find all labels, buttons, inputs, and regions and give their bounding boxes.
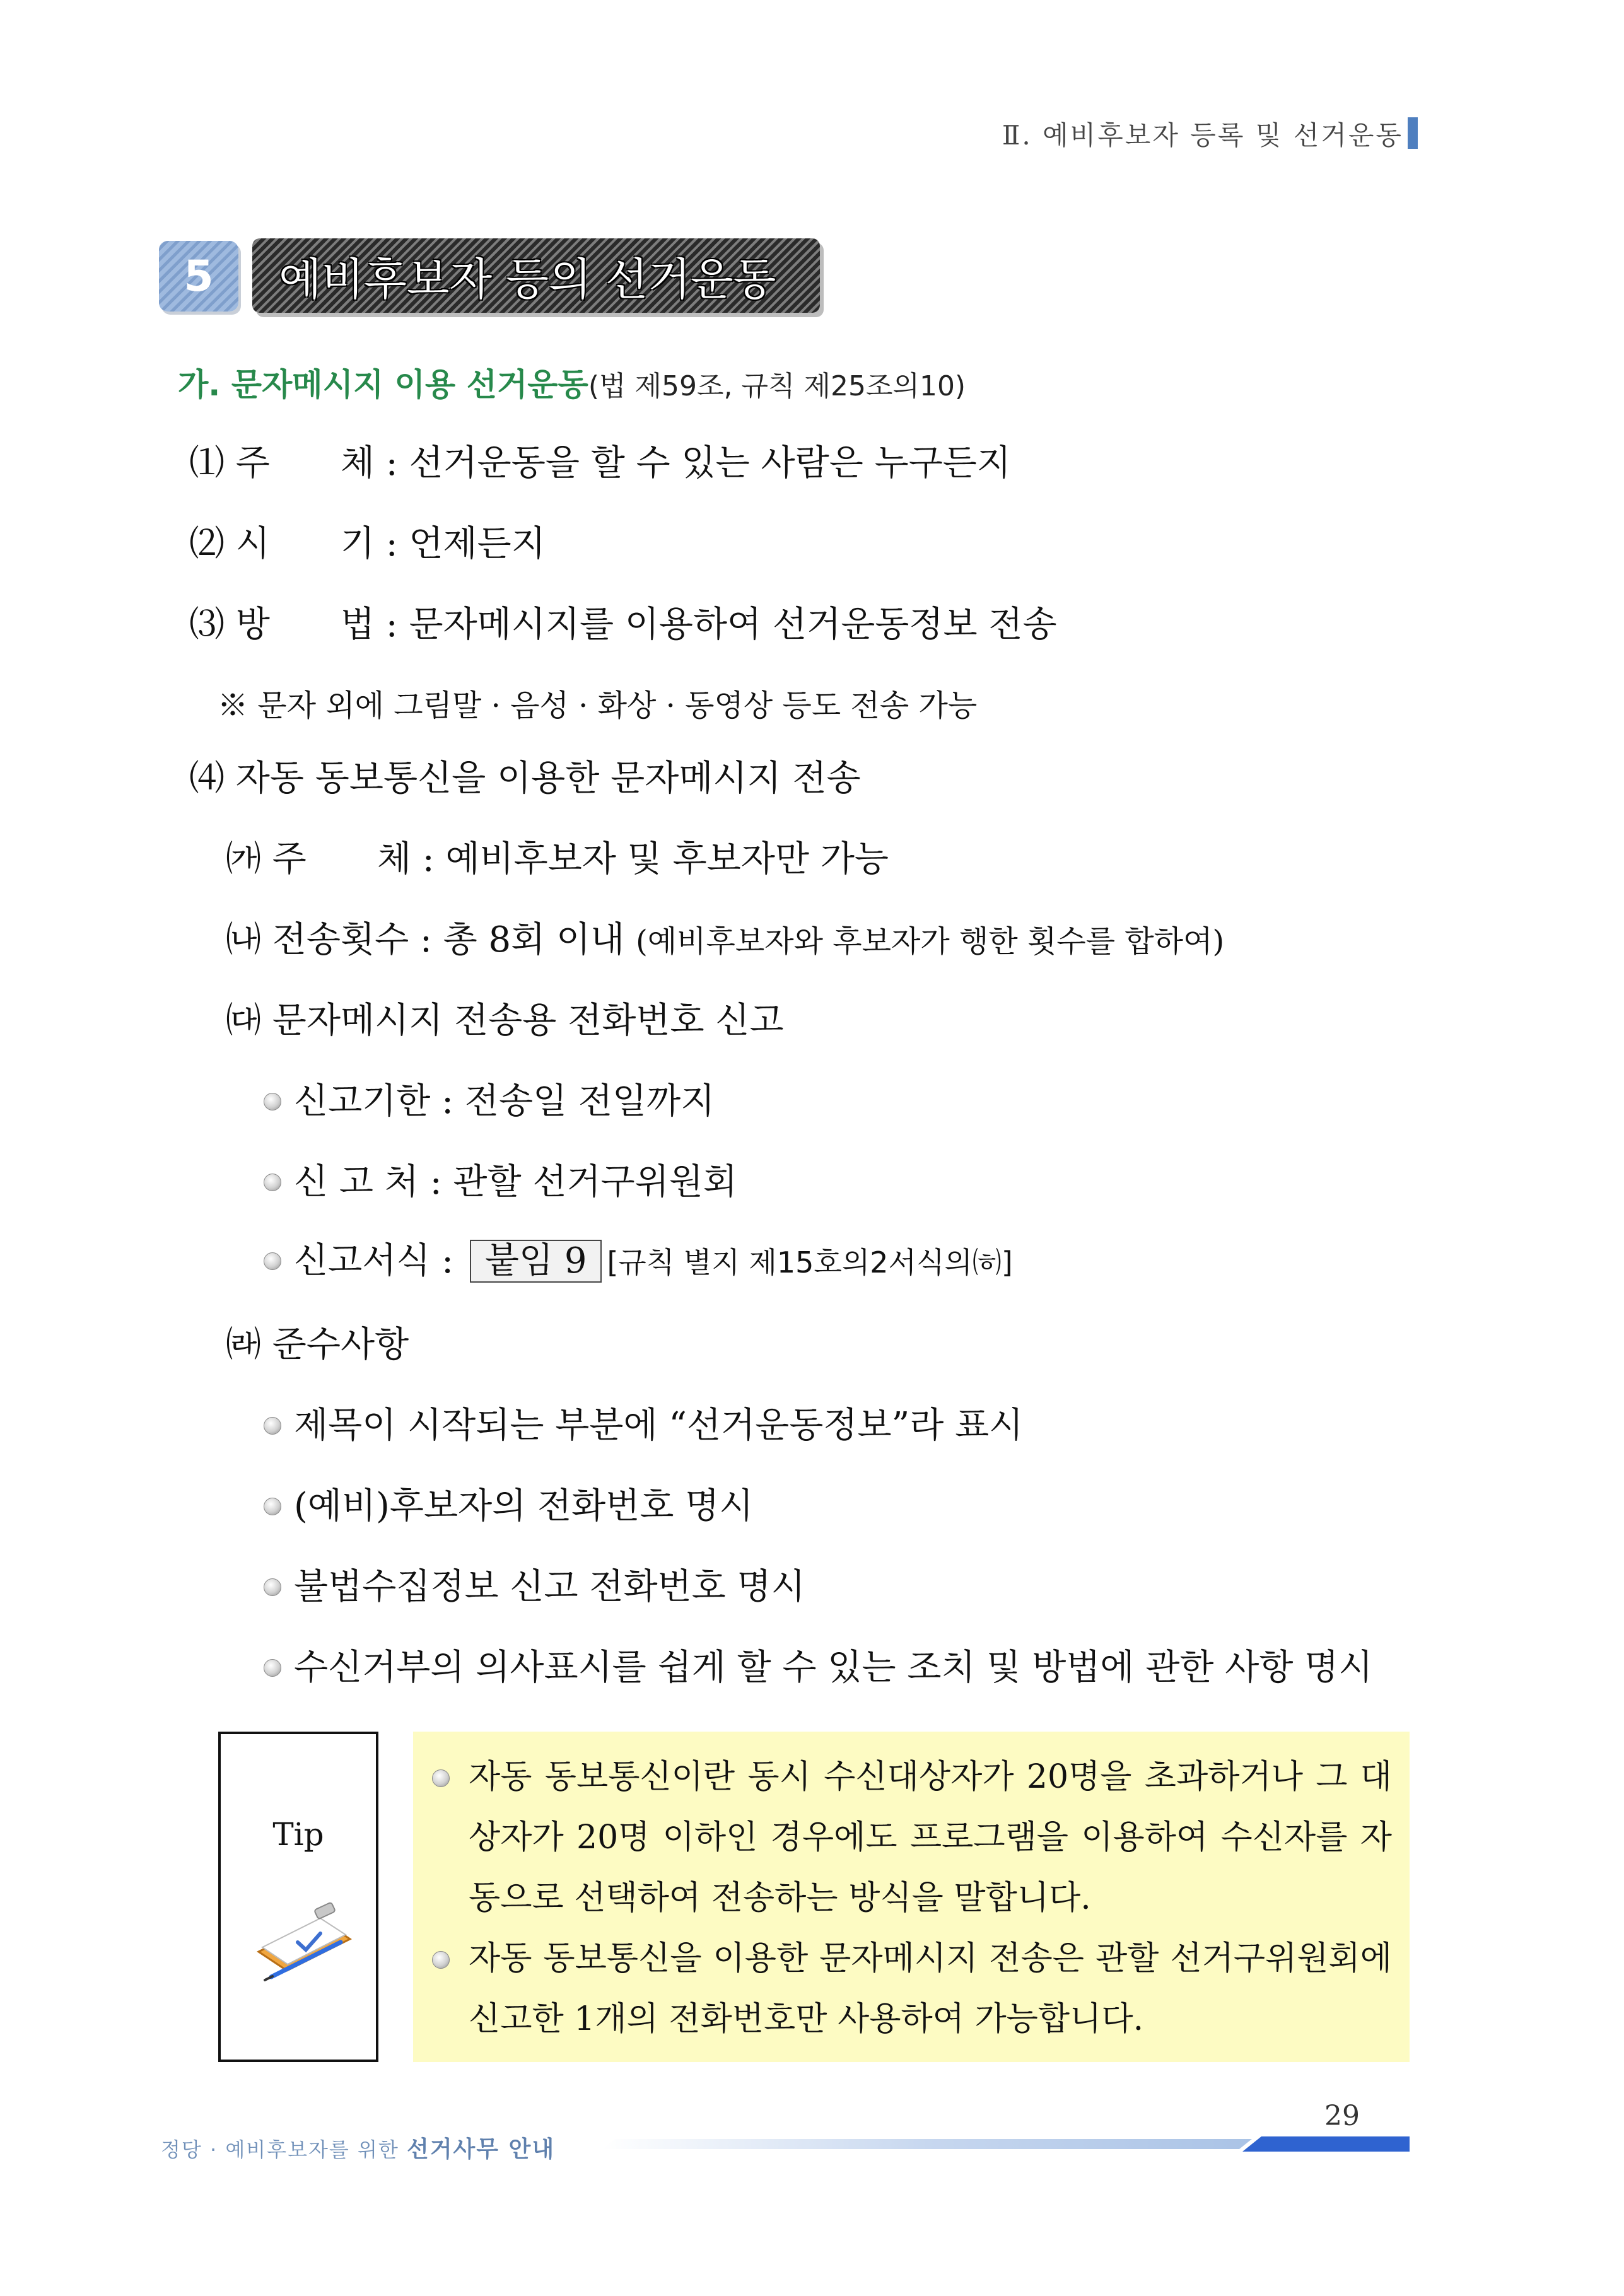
- bullet-icon: [264, 1093, 281, 1110]
- attachment-reference-box: 붙임 9: [470, 1240, 602, 1283]
- ra-bullet-2: [264, 1478, 753, 1529]
- ra-bullet-3-text: 불법수집정보 신고 전화번호 명시: [294, 1566, 805, 1607]
- tip-content: [413, 1732, 1410, 2062]
- tip-label-box: [218, 1732, 378, 2062]
- section-title: 예비후보자 등의 선거운동: [279, 253, 776, 305]
- da-bullet-3-ref: [규칙 별지 제15호의2서식의㈍]: [607, 1245, 1013, 1279]
- subitem-ra: ㈑ 준수사항: [226, 1324, 409, 1365]
- ra-bullet-4: [264, 1640, 1373, 1690]
- ra-bullet-4-text: 수신거부의 의사표시를 쉽게 할 수 있는 조치 및 방법에 관한 사항 명시: [294, 1647, 1373, 1688]
- bullet-icon: [264, 1417, 281, 1435]
- bullet-icon: [264, 1578, 281, 1596]
- item-period: ⑵ 시 기 : 언제든지: [189, 523, 546, 564]
- clipboard-pencil-icon: [246, 1892, 359, 1986]
- bullet-icon: [432, 1769, 450, 1787]
- da-bullet-1: [264, 1073, 715, 1124]
- section-number-badge: [159, 241, 238, 312]
- ra-bullet-1-text: 제목이 시작되는 부분에 “선거운동정보”라 표시: [294, 1405, 1024, 1446]
- da-bullet-3-label: 신고서식 :: [294, 1240, 465, 1281]
- ra-bullet-3: [264, 1559, 805, 1609]
- footer-title: [161, 2131, 555, 2164]
- da-bullet-2: [264, 1154, 737, 1204]
- chapter-header: Ⅱ. 예비후보자 등록 및 선거운동: [1002, 120, 1403, 151]
- footer-prefix: 정당 · 예비후보자를 위한: [161, 2138, 407, 2162]
- da-bullet-1-text: 신고기한 : 전송일 전일까지: [294, 1081, 715, 1122]
- ra-bullet-2-text: (예비)후보자의 전화번호 명시: [294, 1486, 754, 1527]
- item-auto-broadcast: ⑷ 자동 동보통신을 이용한 문자메시지 전송: [189, 758, 861, 799]
- da-bullet-2-text: 신 고 처 : 관할 선거구위원회: [294, 1162, 737, 1203]
- page-number: 29: [1324, 2100, 1360, 2132]
- subitem-ga: ㈎ 주 체 : 예비후보자 및 후보자만 가능: [226, 839, 889, 880]
- section-number: 5: [184, 251, 214, 301]
- subitem-da: ㈐ 문자메시지 전송용 전화번호 신고: [226, 1000, 784, 1041]
- tip-item-1: [428, 1747, 1392, 1928]
- tip-item-2: [428, 1928, 1392, 2049]
- subitem-na: [226, 912, 1224, 962]
- bullet-icon: [432, 1951, 450, 1969]
- tip-item-1-text: 자동 동보통신이란 동시 수신대상자가 20명을 초과하거나 그 대상자가 20명 이하인 경우에도 프로그램을 이용하여 수신자를 자동으로 선택하여 전송하는 방식을 말합니다.: [469, 1758, 1392, 1917]
- section-title-banner: [252, 238, 820, 313]
- subheading-reference: (법 제59조, 규칙 제25조의10): [588, 370, 966, 402]
- subitem-na-paren: (예비후보자와 후보자가 행한 횟수를 합하여): [636, 924, 1225, 959]
- subheading-title: 가. 문자메시지 이용 선거운동: [178, 366, 588, 403]
- subitem-na-main: ㈏ 전송횟수 : 총 8회 이내: [226, 919, 636, 960]
- bullet-icon: [264, 1252, 281, 1270]
- subheading: [178, 359, 966, 405]
- footer-decorative-bar: [602, 2136, 1410, 2152]
- item-method: ⑶ 방 법 : 문자메시지를 이용하여 선거운동정보 전송: [189, 604, 1057, 645]
- item-method-note: ※ 문자 외에 그림말 · 음성 · 화상 · 동영상 등도 전송 가능: [218, 688, 978, 723]
- bullet-icon: [264, 1498, 281, 1515]
- tip-item-2-text: 자동 동보통신을 이용한 문자메시지 전송은 관할 선거구위원회에 신고한 1개의 전화번호만 사용하여 가능합니다.: [469, 1940, 1392, 2038]
- footer-title-bold: 선거사무 안내: [406, 2136, 556, 2162]
- item-subject: ⑴ 주 체 : 선거운동을 할 수 있는 사람은 누구든지: [189, 443, 1012, 484]
- da-bullet-3: [264, 1233, 1013, 1283]
- tip-label: Tip: [272, 1816, 324, 1853]
- chapter-header-bar: [1408, 117, 1418, 149]
- ra-bullet-1: [264, 1397, 1023, 1448]
- bullet-icon: [264, 1659, 281, 1677]
- bullet-icon: [264, 1174, 281, 1191]
